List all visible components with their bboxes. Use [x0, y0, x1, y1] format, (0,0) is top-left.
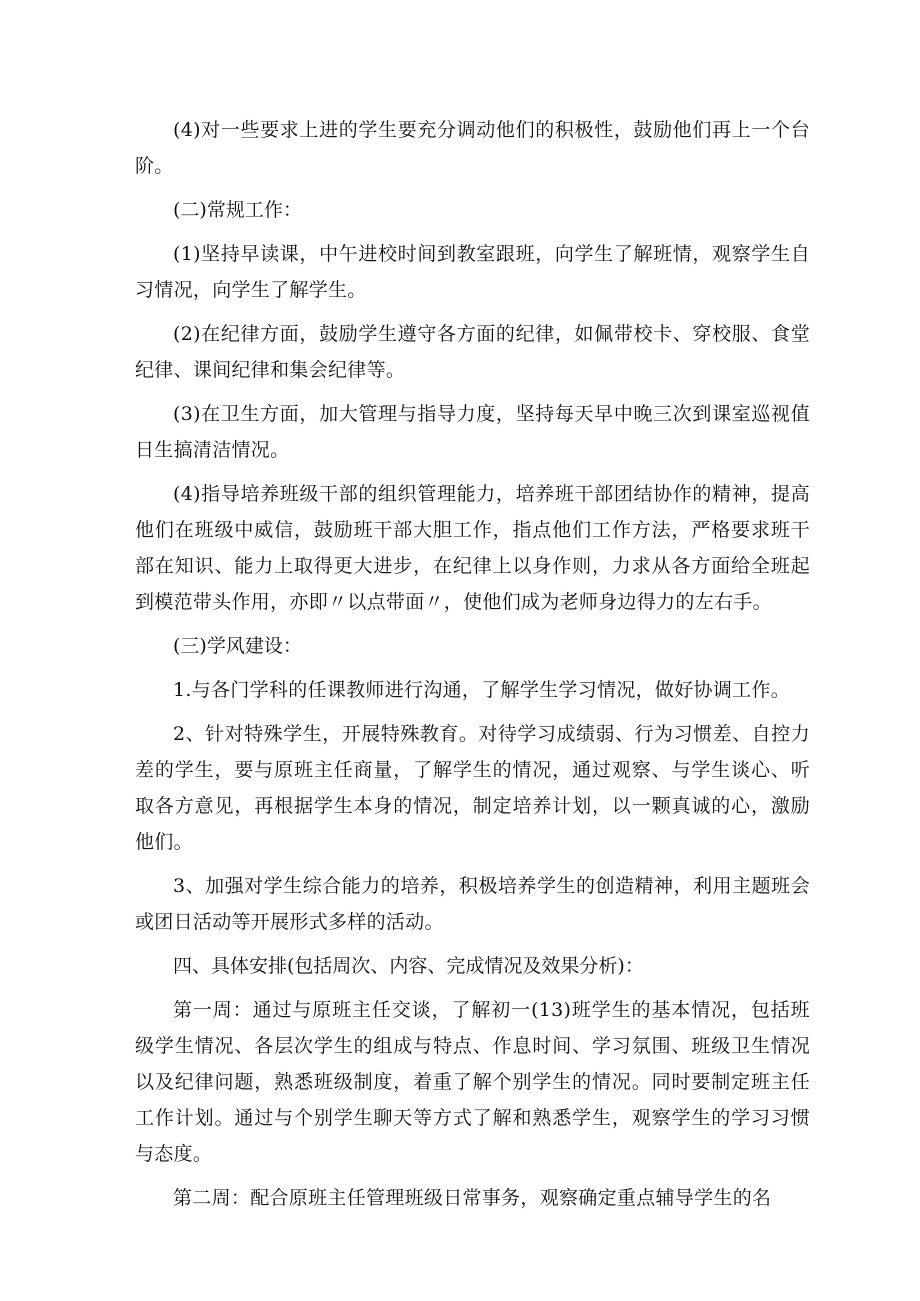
- paragraph-discipline: (2)在纪律方面，鼓励学生遵守各方面的纪律，如佩带校卡、穿校服、食堂纪律、课间纪律和集会纪律等。: [135, 323, 810, 381]
- paragraph-encourage-progress: (4)对一些要求上进的学生要充分调动他们的积极性，鼓励他们再上一个台阶。: [135, 119, 810, 177]
- section-heading-schedule: 四、具体安排(包括周次、内容、完成情况及效果分析)：: [173, 955, 644, 977]
- paragraph-special-students: 2、针对特殊学生，开展特殊教育。对待学习成绩弱、行为习惯差、自控力差的学生，要与原班主任商量，了解学生的情况，通过观察、与学生谈心、听取各方意见，再根据学生本身的情况，制定培养计划，以一颗真诚的心，激励他们。: [135, 723, 810, 853]
- section-heading-study-style: (三)学风建设：: [173, 635, 302, 657]
- paragraph-week-two: 第二周：配合原班主任管理班级日常事务，观察确定重点辅导学生的名: [173, 1187, 772, 1209]
- document-body: [135, 112, 810, 1224]
- paragraph-teacher-communication: 1.与各门学科的任课教师进行沟通，了解学生学习情况，做好协调工作。: [173, 679, 791, 701]
- paragraph-class-cadres: (4)指导培养班级干部的组织管理能力，培养班干部团结协作的精神，提高他们在班级中威信，鼓励班干部大胆工作，指点他们工作方法，严格要求班干部在知识、能力上取得更大进步，在纪律上以身作则，力求从各方面给全班起到模范带头作用，亦即〃以点带面〃，使他们成为老师身边得力的左右手。: [135, 483, 810, 613]
- paragraph-comprehensive-ability: 3、加强对学生综合能力的培养，积极培养学生的创造精神，利用主题班会或团日活动等开展形式多样的活动。: [135, 875, 810, 933]
- paragraph-hygiene: (3)在卫生方面，加大管理与指导力度，坚持每天早中晚三次到课室巡视值日生搞清洁情况。: [135, 403, 810, 461]
- paragraph-week-one: 第一周：通过与原班主任交谈，了解初一(13)班学生的基本情况，包括班级学生情况、各层次学生的组成与特点、作息时间、学习氛围、班级卫生情况以及纪律问题，熟悉班级制度，着重了解个别学生的情况。同时要制定班主任工作计划。通过与个别学生聊天等方式了解和熟悉学生，观察学生的学习习惯与态度。: [135, 999, 810, 1165]
- paragraph-morning-reading: (1)坚持早读课，中午进校时间到教室跟班，向学生了解班情，观察学生自习情况，向学生了解学生。: [135, 243, 810, 301]
- section-heading-routine-work: (二)常规工作：: [173, 199, 302, 221]
